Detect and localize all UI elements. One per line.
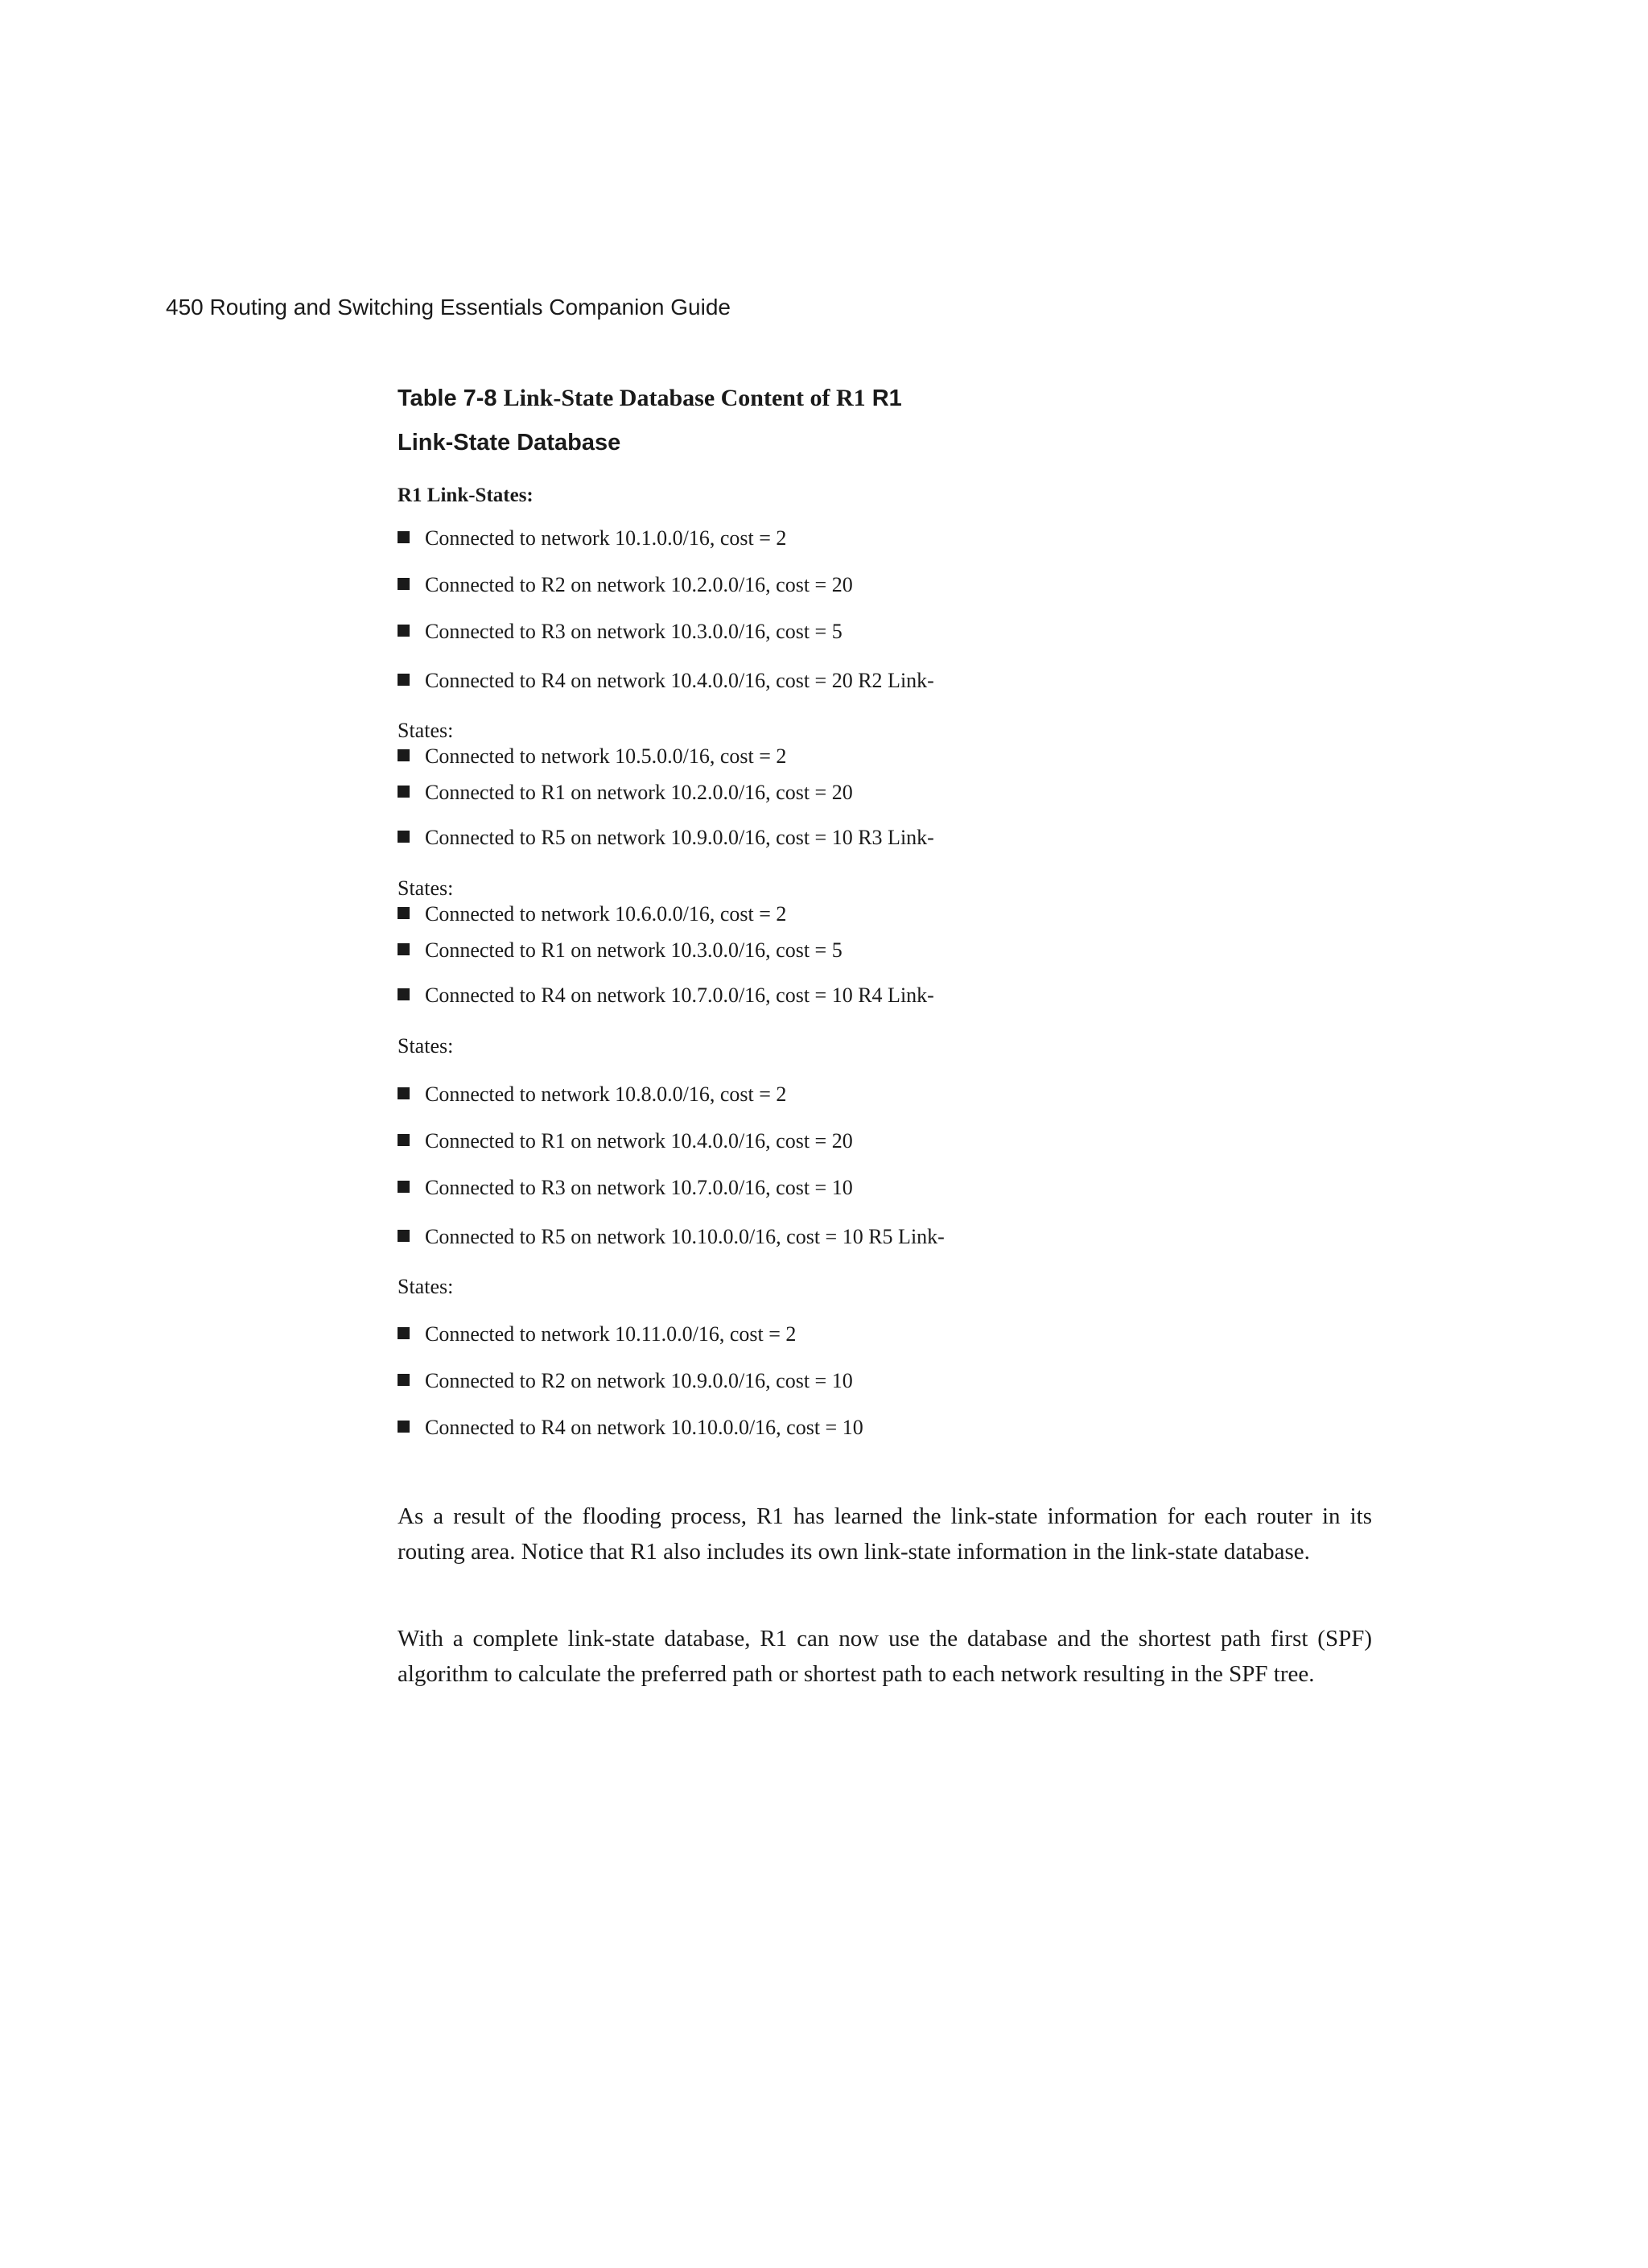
list-item-text: Connected to R5 on network 10.9.0.0/16, cost = 10 R3 Link- [425, 826, 934, 849]
bullet-icon [398, 1134, 410, 1146]
r5-states-continuation: States: [398, 1275, 454, 1298]
list-item [398, 1322, 796, 1346]
table-title: Link-State Database Content of R1 [503, 385, 866, 411]
list-item [398, 1416, 863, 1440]
bullet-icon [398, 625, 410, 637]
bullet-icon [398, 988, 410, 1000]
list-item-text: Connected to R1 on network 10.3.0.0/16, cost = 5 [425, 938, 843, 962]
list-item-text: Connected to R1 on network 10.4.0.0/16, cost = 20 [425, 1129, 853, 1153]
bullet-icon [398, 1327, 410, 1339]
table-label: Table 7-8 [398, 386, 497, 411]
table-title-tail: R1 [871, 386, 902, 411]
bullet-icon [398, 674, 410, 686]
list-item [398, 669, 934, 693]
list-item [398, 744, 786, 769]
r1-link-states-heading: R1 Link-States: [398, 485, 534, 506]
list-item [398, 938, 843, 963]
list-item-text: Connected to R2 on network 10.9.0.0/16, cost = 10 [425, 1369, 853, 1392]
running-head: 450 Routing and Switching Essentials Companion Guide [166, 295, 731, 320]
list-item-text: Connected to network 10.8.0.0/16, cost = 2 [425, 1082, 787, 1106]
bullet-icon [398, 786, 410, 798]
bullet-icon [398, 531, 410, 543]
list-item [398, 573, 853, 597]
bullet-icon [398, 749, 410, 761]
bullet-icon [398, 1230, 410, 1242]
list-item [398, 902, 786, 926]
bullet-icon [398, 1374, 410, 1386]
table-subtitle: Link-State Database [398, 430, 621, 456]
table-caption [398, 385, 902, 412]
bullet-icon [398, 1181, 410, 1193]
list-item-text: Connected to R4 on network 10.4.0.0/16, cost = 20 R2 Link- [425, 669, 934, 692]
list-item [398, 620, 843, 644]
list-item [398, 1082, 786, 1107]
list-item-text: Connected to R4 on network 10.10.0.0/16, cost = 10 [425, 1416, 863, 1439]
bullet-icon [398, 907, 410, 919]
list-item-text: Connected to network 10.11.0.0/16, cost = 2 [425, 1322, 797, 1346]
bullet-icon [398, 578, 410, 590]
list-item [398, 983, 934, 1008]
list-item-text: Connected to R4 on network 10.7.0.0/16, cost = 10 R4 Link- [425, 983, 934, 1007]
list-item [398, 1225, 945, 1249]
list-item [398, 826, 934, 850]
list-item-text: Connected to R3 on network 10.3.0.0/16, cost = 5 [425, 620, 843, 643]
list-item [398, 1129, 853, 1153]
list-item-text: Connected to R5 on network 10.10.0.0/16, cost = 10 R5 Link- [425, 1225, 945, 1248]
list-item [398, 526, 786, 551]
list-item [398, 781, 853, 805]
list-item-text: Connected to R1 on network 10.2.0.0/16, cost = 20 [425, 781, 853, 804]
bullet-icon [398, 831, 410, 843]
r4-states-continuation: States: [398, 1034, 454, 1058]
list-item [398, 1369, 853, 1393]
list-item [398, 1176, 853, 1200]
list-item-text: Connected to network 10.5.0.0/16, cost = 2 [425, 744, 787, 768]
list-item-text: Connected to network 10.1.0.0/16, cost = 2 [425, 526, 787, 550]
list-item-text: Connected to network 10.6.0.0/16, cost = 2 [425, 902, 787, 926]
bullet-icon [398, 943, 410, 955]
bullet-icon [398, 1087, 410, 1099]
r2-states-continuation: States: [398, 719, 454, 742]
body-paragraph: As a result of the flooding process, R1 has learned the link-state information for each router in its routing area. Notice that R1 also includes its own link-state information in the link-state database. [398, 1503, 1372, 1565]
r3-states-continuation: States: [398, 876, 454, 900]
body-paragraph: With a complete link-state database, R1 can now use the database and the shortest path first (SPF) algorithm to calculate the preferred path or shortest path to each network resulting in the SPF tree. [398, 1626, 1372, 1687]
list-item-text: Connected to R3 on network 10.7.0.0/16, cost = 10 [425, 1176, 853, 1199]
bullet-icon [398, 1421, 410, 1433]
list-item-text: Connected to R2 on network 10.2.0.0/16, cost = 20 [425, 573, 853, 596]
